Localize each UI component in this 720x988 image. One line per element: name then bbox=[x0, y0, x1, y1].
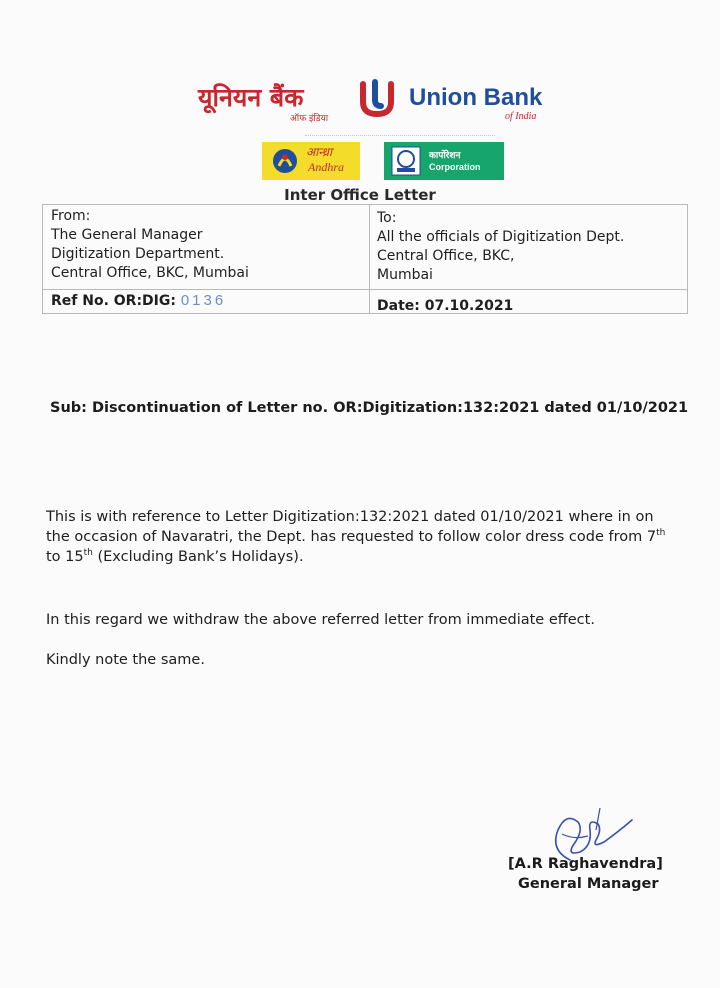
andhra-logo-icon bbox=[272, 148, 298, 174]
paragraph-text: (Excluding Bank’s Holidays). bbox=[92, 549, 304, 565]
paragraph-text: the occasion of Navaratri, the Dept. has requested to follow color dress code from 7 bbox=[46, 529, 657, 545]
andhra-hindi: आन्ध्रा bbox=[306, 145, 333, 159]
from-line: Central Office, BKC, Mumbai bbox=[51, 265, 249, 281]
to-line: All the officials of Digitization Dept. bbox=[377, 229, 625, 245]
union-bank-logo-icon bbox=[355, 78, 401, 118]
from-label: From: bbox=[51, 208, 91, 224]
bank-name: Union Bank bbox=[409, 84, 543, 111]
signatory-title: General Manager bbox=[518, 876, 659, 892]
from-line: The General Manager bbox=[51, 227, 203, 243]
signatory-name: [A.R Raghavendra] bbox=[508, 856, 663, 872]
paragraph-line bbox=[46, 527, 714, 547]
to-label: To: bbox=[377, 210, 397, 226]
paragraph-text: to 15 bbox=[46, 549, 84, 565]
date-cell: Date: 07.10.2021 bbox=[377, 298, 514, 314]
bank-name-sub: of India bbox=[505, 111, 537, 122]
table-divider-vertical bbox=[369, 205, 370, 313]
letter-type-heading: Inter Office Letter bbox=[284, 186, 436, 204]
to-line: Mumbai bbox=[377, 267, 433, 283]
faint-tagline bbox=[305, 129, 495, 136]
reference-number: 0136 bbox=[180, 292, 227, 309]
ordinal-suffix: th bbox=[83, 548, 93, 559]
from-cell bbox=[51, 207, 249, 283]
body-paragraph-3: Kindly note the same. bbox=[46, 652, 205, 668]
bank-name-hindi-sub: ऑफ इंडिया bbox=[290, 114, 329, 124]
corporation-english: Corporation bbox=[429, 162, 481, 172]
corporation-hindi: कार्पोरेशन bbox=[429, 151, 461, 161]
from-to-table bbox=[42, 204, 688, 314]
to-line: Central Office, BKC, bbox=[377, 248, 515, 264]
body-paragraph-1 bbox=[46, 507, 714, 567]
to-cell bbox=[377, 209, 624, 285]
reference-label: Ref No. OR:DIG: bbox=[51, 293, 176, 309]
andhra-english: Andhra bbox=[308, 160, 344, 174]
subject-line: Sub: Discontinuation of Letter no. OR:Digitization:132:2021 dated 01/10/2021 bbox=[50, 400, 689, 416]
from-line: Digitization Department. bbox=[51, 246, 225, 262]
paragraph-line bbox=[46, 547, 714, 567]
ordinal-suffix: th bbox=[656, 528, 666, 539]
reference-cell bbox=[51, 291, 226, 311]
paragraph-line: This is with reference to Letter Digitization:132:2021 dated 01/10/2021 where in on bbox=[46, 509, 654, 525]
corporation-emblem-icon bbox=[391, 146, 421, 176]
table-divider-horizontal bbox=[43, 289, 687, 290]
body-paragraph-2: In this regard we withdraw the above referred letter from immediate effect. bbox=[46, 612, 595, 628]
bank-name-hindi: यूनियन बैंक bbox=[198, 83, 304, 112]
